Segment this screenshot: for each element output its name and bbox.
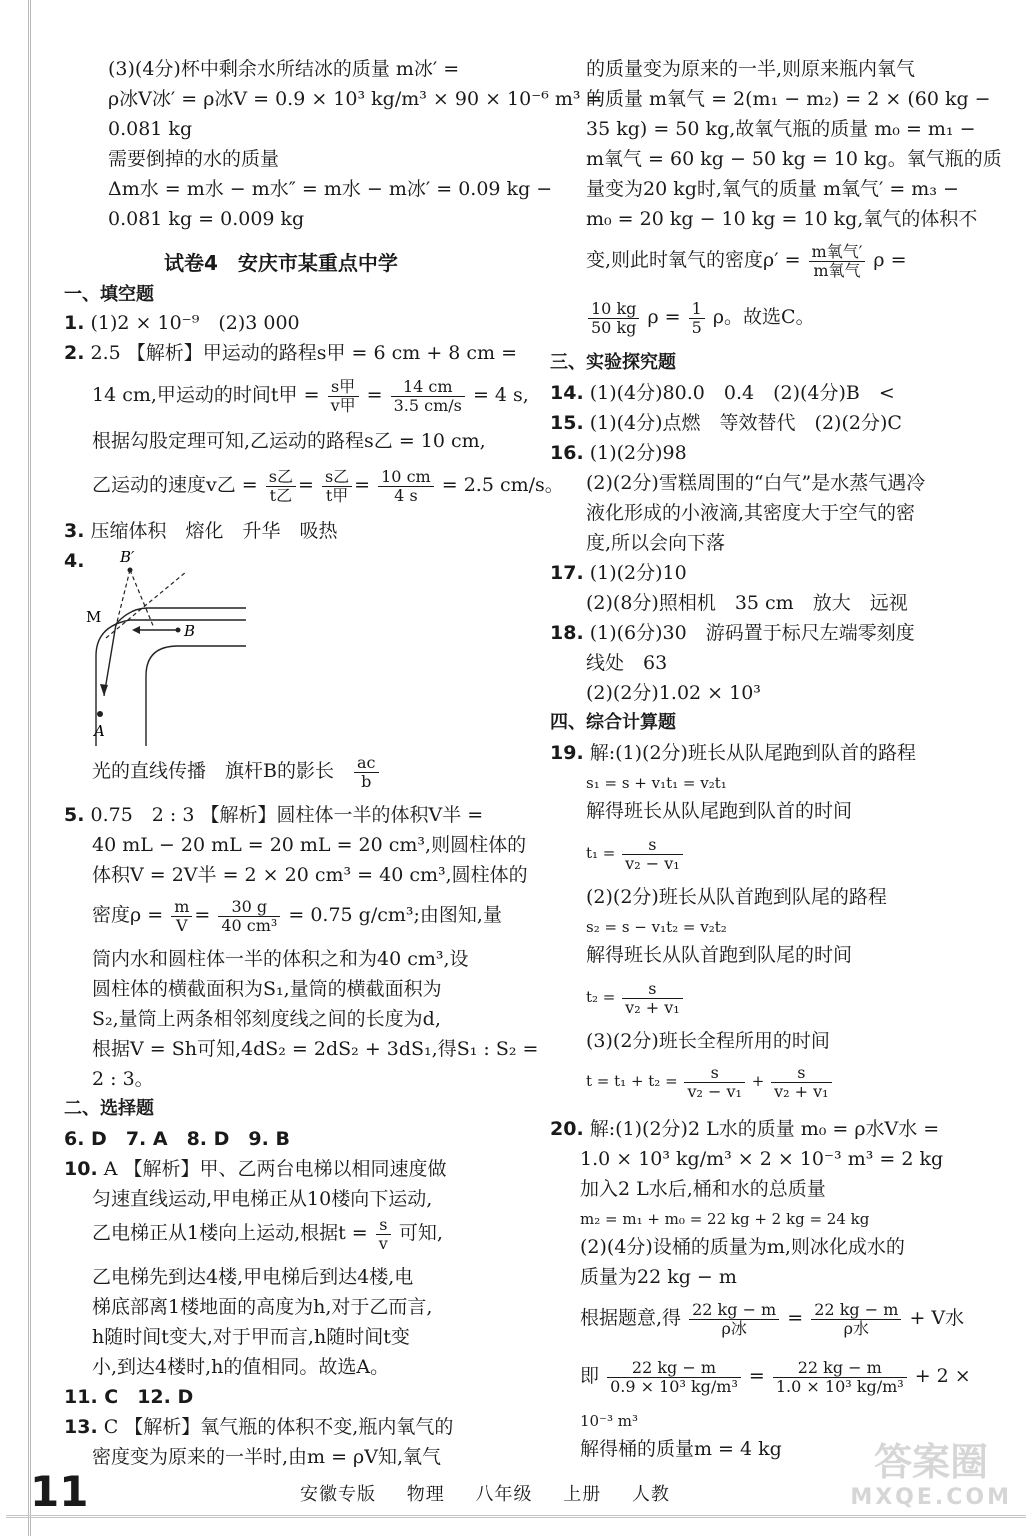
text-span: t₂ = — [586, 988, 616, 1006]
fraction — [218, 898, 280, 935]
fraction — [354, 754, 379, 791]
footer-publisher: 人教 — [631, 1484, 670, 1505]
numerator: 22 kg − m — [607, 1359, 741, 1378]
text-line — [586, 234, 907, 286]
section-heading: 二、选择题 — [64, 1098, 154, 1119]
point-label-b-prime: B′ — [120, 548, 135, 566]
denominator: t乙 — [269, 485, 293, 505]
text-line: (2)(2分)班长从队首跑到队尾的路程 — [586, 886, 887, 908]
denominator: m氧气 — [813, 260, 861, 280]
answer-text: (1)2 × 10⁻⁹ (2)3 000 — [90, 312, 300, 334]
text-line — [586, 1056, 834, 1106]
answer-text: 压缩体积 熔化 升华 吸热 — [90, 520, 338, 542]
text-span: ρ = — [873, 249, 907, 271]
denominator: v₂ + v₁ — [625, 997, 680, 1017]
text-line: m₂ = m₁ + m₀ = 22 kg + 2 kg = 24 kg — [580, 1210, 870, 1228]
fraction — [622, 980, 682, 1017]
text-line: ρ冰V冰′ = ρ冰V = 0.9 × 10³ kg/m³ × 90 × 10⁻⁶ m³ = — [108, 88, 603, 110]
footer-label — [300, 1480, 694, 1506]
denominator: ρ水 — [843, 1318, 870, 1338]
fraction — [171, 898, 192, 935]
answer-line: 6. D 7. A 8. D 9. B — [64, 1128, 290, 1150]
text-line: 度,所以会向下落 — [586, 532, 726, 554]
fraction — [771, 1064, 831, 1101]
text-span: 可知, — [398, 1222, 443, 1244]
text-line — [580, 1350, 971, 1402]
text-span: 光的直线传播 旗杆B的影长 — [92, 760, 334, 782]
section-heading: 四、综合计算题 — [550, 712, 676, 733]
question-10 — [64, 1156, 446, 1182]
text-line: 密度ρ = $\frac{m}{V}$ = $\frac{30 g}{\text{40 cm³}}$ = 0.75 g/cm³;由图知,量 — [92, 896, 502, 935]
fraction — [391, 378, 465, 415]
text-line: 0.081 kg — [108, 118, 193, 140]
denominator: ρ冰 — [721, 1318, 747, 1338]
text-line: 梯底部离1楼地面的高度为h,对于乙而言, — [92, 1296, 433, 1318]
denominator: V — [175, 915, 188, 935]
numerator: s乙 — [322, 468, 352, 487]
text-line: 2 : 3。 — [92, 1068, 154, 1090]
question-number: 13. — [64, 1416, 98, 1438]
text-line: 加入2 L水后,桶和水的总质量 — [580, 1178, 826, 1200]
text-line: h随时间t变大,对于甲而言,h随时间t变 — [92, 1326, 410, 1348]
numerator: m — [171, 898, 192, 917]
question-number: 14. — [550, 382, 584, 404]
question-number: 5. — [64, 804, 85, 826]
answer-text: 2.5 【解析】甲运动的路程s甲 = 6 cm + 8 cm = — [90, 342, 518, 364]
text-span: t₁ = — [586, 844, 616, 862]
denominator: v₂ + v₁ — [774, 1081, 829, 1101]
numerator: s — [622, 836, 682, 855]
fraction — [376, 1216, 391, 1253]
numerator: s甲 — [328, 378, 359, 397]
question-number: 16. — [550, 442, 584, 464]
text-span: 即 — [580, 1365, 600, 1387]
question-number: 4. — [64, 550, 85, 572]
numerator: 22 kg − m — [773, 1359, 907, 1378]
answer-text: C 【解析】氧气瓶的体积不变,瓶内氧气的 — [103, 1416, 454, 1438]
watermark-url: MXQE.COM — [850, 1485, 1012, 1510]
fraction — [811, 1301, 901, 1338]
text-line: 匀速直线运动,甲电梯正从10楼向下运动, — [92, 1188, 433, 1210]
question-16 — [550, 440, 687, 466]
text-line: 圆柱体的横截面积为S₁,量筒的横截面积为 — [92, 978, 442, 1000]
numerator: s — [622, 980, 682, 999]
question-20 — [550, 1116, 939, 1142]
answer-text: (1)(2分)98 — [589, 442, 687, 464]
denominator: 5 — [691, 317, 702, 337]
text-line: 乙运动的速度v乙 = $\frac{\text{s乙}}{\text{t乙}}$ = $\frac{\text{s乙}}{\text{t甲}}$ = $\frac{10 cm}{4 s}$ = 2.5 cm/s。 — [92, 466, 564, 505]
text-line — [92, 370, 529, 420]
text-line: 密度变为原来的一半时,由m = ρV知,氧气 — [92, 1446, 441, 1468]
denominator: 4 s — [394, 485, 418, 505]
text-line: (2)(2分)雪糕周围的“白气”是水蒸气遇冷 — [586, 472, 926, 494]
watermark-logo — [850, 1440, 1012, 1516]
fraction — [588, 300, 639, 337]
footer-volume: 上册 — [563, 1484, 602, 1505]
text-line — [92, 746, 381, 796]
fraction — [684, 1064, 744, 1101]
text-line — [586, 972, 685, 1022]
text-line: 的质量 m氧气 = 2(m₁ − m₂) = 2 × (60 kg − — [586, 88, 991, 110]
denominator: 50 kg — [591, 317, 637, 337]
question-number: 17. — [550, 562, 584, 584]
answer-text: 解:(1)(2分)2 L水的质量 m₀ = ρ水V水 = — [589, 1118, 940, 1140]
text-span: = — [748, 1365, 765, 1387]
text-line — [586, 292, 815, 342]
question-19 — [550, 740, 916, 766]
text-line: s₂ = s − v₁t₂ = v₂t₂ — [586, 918, 727, 936]
text-span: = — [787, 1307, 804, 1329]
text-line: 的质量变为原来的一半,则原来瓶内氧气 — [586, 58, 916, 80]
numerator: 14 cm — [391, 378, 465, 397]
text-line: 解得班长从队首跑到队尾的时间 — [586, 944, 853, 966]
footer-subject: 物理 — [406, 1484, 445, 1505]
text-span: = 2.5 cm/s。 — [441, 474, 564, 496]
question-number: 18. — [550, 622, 584, 644]
numerator: 10 cm — [378, 468, 434, 487]
text-span: = 0.75 g/cm³;由图知,量 — [288, 904, 502, 926]
text-line: 解得班长从队尾跑到队首的时间 — [586, 800, 853, 822]
question-15 — [550, 410, 902, 436]
text-line: 解得桶的质量m = 4 kg — [580, 1438, 782, 1460]
numerator: m氧气′ — [809, 243, 866, 262]
text-line: 小,到达4楼时,h的值相同。故选A。 — [92, 1356, 390, 1378]
denominator: 3.5 cm/s — [393, 395, 462, 415]
text-line: m氧气 = 60 kg − 50 kg = 10 kg。氧气瓶的质 — [586, 148, 1002, 170]
fraction — [266, 468, 296, 505]
section-heading: 一、填空题 — [64, 284, 154, 305]
text-line: (3)(4分)杯中剩余水所结冰的质量 m冰′ = — [108, 58, 460, 80]
denominator: b — [361, 771, 372, 791]
text-line: Δm水 = m水 − m水″ = m水 − m冰′ = 0.09 kg − — [108, 178, 553, 200]
text-line: (3)(2分)班长全程所用的时间 — [586, 1030, 830, 1052]
text-line: 量变为20 kg时,氧气的质量 m氧气′ = m₃ − — [586, 178, 959, 200]
answer-text: 0.75 2 : 3 【解析】圆柱体一半的体积V半 = — [90, 804, 484, 826]
numerator: s — [376, 1216, 391, 1235]
fraction — [622, 836, 682, 873]
text-span: 变,则此时氧气的密度ρ′ = — [586, 249, 801, 271]
watermark-text: 答案圈 — [874, 1440, 989, 1484]
footer-grade: 八年级 — [475, 1484, 533, 1505]
denominator: v₂ − v₁ — [625, 853, 680, 873]
denominator: v₂ − v₁ — [687, 1081, 742, 1101]
text-line: 根据勾股定理可知,乙运动的路程s乙 = 10 cm, — [92, 430, 486, 452]
point-label-m: M — [86, 608, 102, 626]
text-line: 需要倒掉的水的质量 — [108, 148, 280, 170]
numerator: ac — [354, 754, 379, 773]
text-line: 体积V = 2V半 = 2 × 20 cm³ = 40 cm³,圆柱体的 — [92, 864, 528, 886]
text-line: 40 mL − 20 mL = 20 mL = 20 cm³,则圆柱体的 — [92, 834, 527, 856]
question-number: 2. — [64, 342, 85, 364]
answer-text: (1)(4分)80.0 0.4 (2)(4分)B < — [589, 382, 895, 404]
text-span: + V水 — [909, 1307, 965, 1329]
answer-text: (1)(4分)点燃 等效替代 (2)(2分)C — [589, 412, 902, 434]
question-14 — [550, 380, 895, 406]
fraction — [607, 1359, 741, 1396]
fraction — [773, 1359, 907, 1396]
question-number: 10. — [64, 1158, 98, 1180]
denominator: v — [378, 1233, 388, 1253]
numerator: 30 g — [218, 898, 280, 917]
question-4 — [64, 548, 84, 574]
numerator: s乙 — [266, 468, 296, 487]
numerator: 1 — [689, 300, 705, 319]
answer-text: (1)(2分)10 — [589, 562, 687, 584]
text-span: 乙运动的速度v乙 = — [92, 474, 258, 496]
text-line: 液化形成的小液滴,其密度大于空气的密 — [586, 502, 916, 524]
answer-text: 解:(1)(2分)班长从队尾跑到队首的路程 — [589, 742, 916, 764]
question-13 — [64, 1414, 453, 1440]
text-span: 乙电梯正从1楼向上运动,根据t = — [92, 1222, 368, 1244]
denominator: 0.9 × 10³ kg/m³ — [610, 1376, 738, 1396]
text-span: = 4 s, — [472, 384, 529, 406]
point-label-a: A — [94, 722, 105, 740]
text-line: 线处 63 — [586, 652, 668, 674]
numerator: s — [684, 1064, 744, 1083]
page-border-bottom — [6, 1515, 1026, 1532]
text-line: (2)(4分)设桶的质量为m,则冰化成水的 — [580, 1236, 905, 1258]
numerator: 22 kg − m — [811, 1301, 901, 1320]
page-number: 11 — [30, 1467, 89, 1516]
text-span: ρ = — [647, 306, 681, 328]
numerator: 22 kg − m — [689, 1301, 779, 1320]
fraction — [689, 300, 705, 337]
text-line: 质量为22 kg − m — [580, 1266, 737, 1288]
question-2 — [64, 340, 517, 366]
text-line: 10⁻³ m³ — [580, 1412, 639, 1430]
fraction — [809, 243, 866, 280]
text-line: 1.0 × 10³ kg/m³ × 2 × 10⁻³ m³ = 2 kg — [580, 1148, 944, 1170]
question-number: 20. — [550, 1118, 584, 1140]
question-number: 19. — [550, 742, 584, 764]
fraction — [322, 468, 352, 505]
section-heading: 三、实验探究题 — [550, 352, 676, 373]
paper-title: 试卷4 安庆市某重点中学 — [164, 251, 398, 275]
answer-text: (1)(6分)30 游码置于标尺左端零刻度 — [589, 622, 915, 644]
question-18 — [550, 620, 915, 646]
text-span: 根据题意,得 — [580, 1307, 682, 1329]
text-line: (2)(8分)照相机 35 cm 放大 远视 — [586, 592, 908, 614]
fraction — [328, 378, 359, 415]
denominator: 1.0 × 10³ kg/m³ — [775, 1376, 904, 1396]
text-span: + — [751, 1072, 765, 1090]
question-5 — [64, 802, 483, 828]
text-line: 根据V = Sh可知,4dS₂ = 2dS₂ + 3dS₁,得S₁ : S₂ = — [92, 1038, 539, 1060]
question-3 — [64, 518, 338, 544]
text-line: S₂,量筒上两条相邻刻度线之间的长度为d, — [92, 1008, 441, 1030]
text-line — [580, 1292, 964, 1344]
text-line: 筒内水和圆柱体一半的体积之和为40 cm³,设 — [92, 948, 469, 970]
point-label-b: B — [184, 622, 196, 640]
denominator: v甲 — [330, 395, 356, 415]
question-number: 3. — [64, 520, 85, 542]
text-line: (2)(2分)1.02 × 10³ — [586, 682, 761, 704]
text-line: 0.081 kg = 0.009 kg — [108, 208, 305, 230]
text-line: s₁ = s + v₁t₁ = v₂t₁ — [586, 774, 727, 792]
text-span: ρ。故选C。 — [712, 306, 815, 328]
fraction — [689, 1301, 779, 1338]
text-span: 14 cm,甲运动的时间t甲 = — [92, 384, 320, 406]
question-1 — [64, 310, 300, 336]
fraction — [378, 468, 434, 505]
light-ray-diagram — [86, 546, 246, 746]
question-number: 15. — [550, 412, 584, 434]
answer-line: 11. C 12. D — [64, 1386, 194, 1408]
text-line: 乙电梯先到达4楼,甲电梯后到达4楼,电 — [92, 1266, 414, 1288]
page-border-left — [6, 0, 31, 1536]
question-17 — [550, 560, 687, 586]
text-span: + 2 × — [914, 1365, 971, 1387]
denominator: 40 cm³ — [221, 915, 278, 935]
text-line: 35 kg) = 50 kg,故氧气瓶的质量 m₀ = m₁ − — [586, 118, 976, 140]
text-line — [92, 1208, 443, 1258]
text-line — [586, 828, 685, 878]
question-number: 1. — [64, 312, 85, 334]
answer-text: A 【解析】甲、乙两台电梯以相同速度做 — [103, 1158, 447, 1180]
denominator: t甲 — [325, 485, 349, 505]
footer-edition: 安徽专版 — [300, 1484, 376, 1505]
numerator: 10 kg — [588, 300, 639, 319]
text-span: t = t₁ + t₂ = — [586, 1072, 678, 1090]
numerator: s — [771, 1064, 831, 1083]
text-span: 密度ρ = — [92, 904, 164, 926]
text-line: m₀ = 20 kg − 10 kg = 10 kg,氧气的体积不 — [586, 208, 978, 230]
text-span: = — [366, 384, 383, 406]
